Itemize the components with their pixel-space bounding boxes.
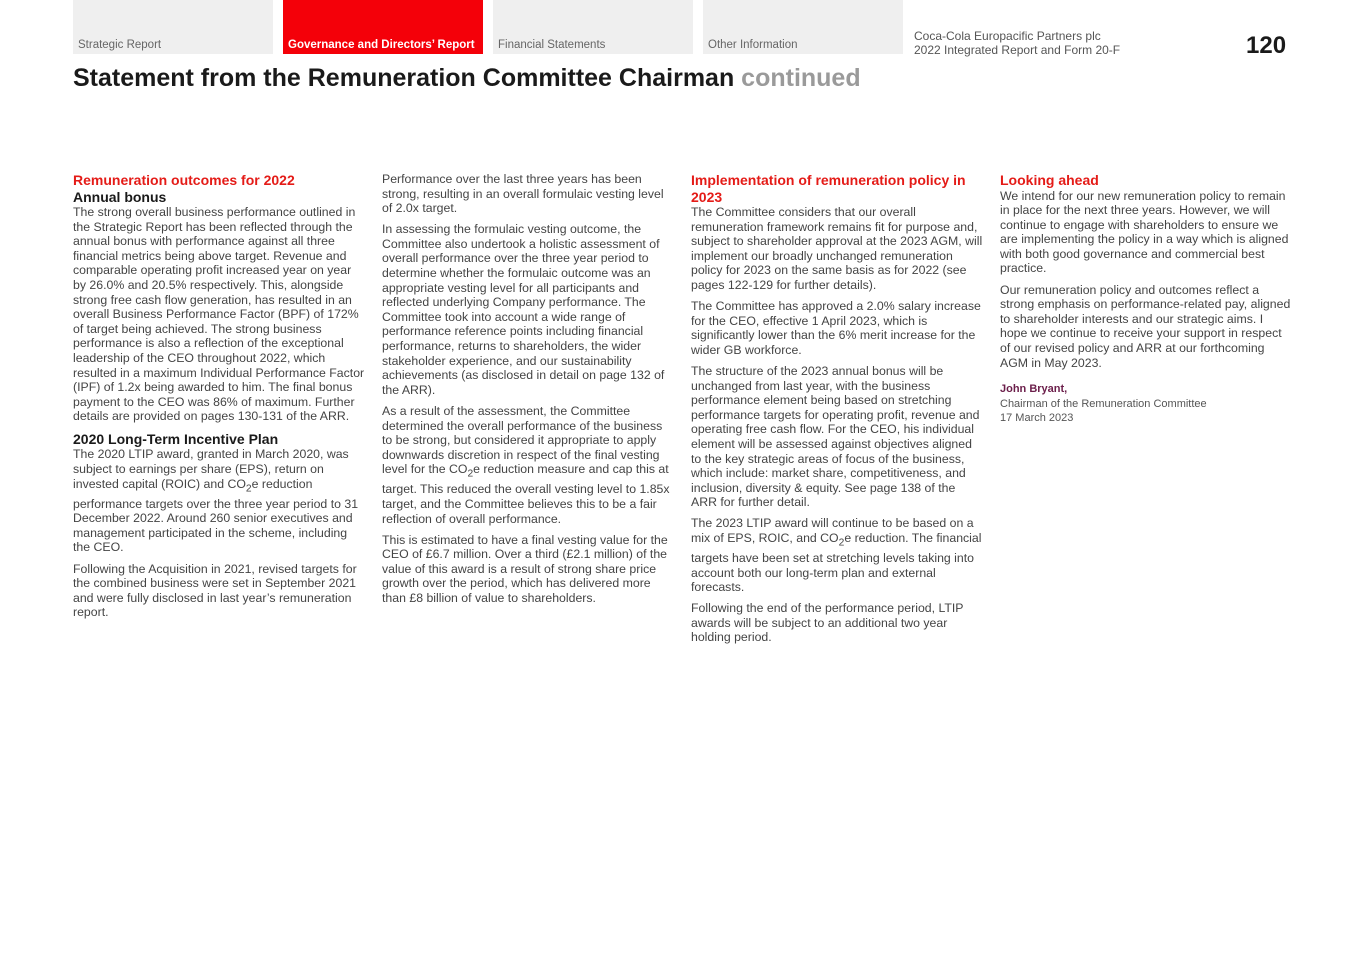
signature-name: John Bryant,: [1000, 383, 1068, 396]
tab-label: Strategic Report: [78, 39, 162, 51]
report-info: [914, 29, 1120, 57]
paragraph: The structure of the 2023 annual bonus will be unchanged from last year, with the business performance element being based on stretching performance targets for operating profit, revenue and operating free cash flow. For the CEO, his individual element will be assessed against objectives aligned to the key strategic areas of focus of the business, which include: market share, competitiveness, and inclusion, diversity & equity. See page 138 of the ARR for further detail.: [691, 363, 980, 510]
section-heading: Remuneration outcomes for 2022: [73, 172, 295, 188]
subscript: 2: [838, 537, 845, 549]
paragraph: We intend for our new remuneration policy to remain in place for the next three years. However, we will continue to engage with shareholders to ensure we are implementing the policy in a way which is aligned with both good governance and commercial best practice.: [1000, 188, 1289, 276]
paragraph: This is estimated to have a final vesting value for the CEO of £6.7 million. Over a third (£2.1 million) of the value of this award is a result of strong share price growth over the period, which has delivered more than £8 billion of value to shareholders.: [382, 532, 668, 605]
column-remuneration-outcomes: [73, 172, 365, 626]
paragraph: Our remuneration policy and outcomes reflect a strong emphasis on performance-related pay, aligned to shareholder interests and our strategic aims. I hope we continue to receive your support in respect of our revised policy and ARR at our forthcoming AGM in May 2023.: [1000, 282, 1291, 370]
text-run: The 2020 LTIP award, granted in March 2020, was subject to earnings per share (EPS), return on invested capital (ROIC) and CO: [73, 447, 349, 491]
paragraph: The Committee has approved a 2.0% salary increase for the CEO, effective 1 April 2023, which is significantly lower than the 6% merit increase for the wider GB workforce.: [691, 299, 981, 357]
paragraph: Following the Acquisition in 2021, revised targets for the combined business were set in September 2021 and were fully disclosed in last year’s remuneration report.: [73, 561, 357, 620]
text-run: The 2023 LTIP award will continue to be based on a mix of EPS, ROIC, and CO: [691, 516, 974, 545]
signature-date: 17 March 2023: [1000, 411, 1074, 424]
signature-title: Chairman of the Remuneration Committee: [1000, 397, 1207, 410]
report-name: 2022 Integrated Report and Form 20-F: [914, 43, 1121, 57]
page-title: [73, 64, 861, 93]
text-run: As a result of the assessment, the Committee determined the overall performance of the business to be strong, but considered it appropriate to apply downwards discretion in respect of the final vesting level for the CO: [382, 403, 663, 477]
tab-financial-statements[interactable]: [493, 0, 693, 54]
column-looking-ahead: [1000, 172, 1292, 425]
subsection-heading: Annual bonus: [73, 188, 167, 205]
paragraph: In assessing the formulaic vesting outcome, the Committee also undertook a holistic assessment of overall performance over the three year period to determine whether the formulaic outcome was an appropriate vesting level for all participants and reflected underlying Company performance. The Committee took into account a wide range of performance reference points including financial performance, returns to shareholders, the wider stakeholder experience, and our sustainability achievements (as disclosed in detail on page 132 of the ARR).: [382, 222, 665, 397]
tab-other-information[interactable]: [703, 0, 903, 54]
subsection-heading: 2020 Long-Term Incentive Plan: [73, 430, 279, 447]
page-title-suffix: continued: [741, 64, 861, 92]
company-name: Coca-Cola Europacific Partners plc: [914, 29, 1101, 43]
page-number: 120: [1246, 32, 1287, 59]
tab-strategic-report[interactable]: [73, 0, 273, 54]
subscript: 2: [467, 468, 474, 480]
section-heading: Implementation of remuneration policy in 2023: [691, 172, 966, 205]
text-run: e reduction. The financial targets have been set at stretching levels taking into account both our long-term plan and external forecasts.: [691, 530, 982, 595]
text-run: e reduction performance targets over the three year period to 31 December 2022. Around 260 senior executives and management participated in the scheme, including the CEO.: [73, 476, 359, 555]
paragraph: The strong overall business performance outlined in the Strategic Report has been reflected through the annual bonus with performance against all three financial metrics being above target. Revenue and comparable operating profit increased year on year by 26.0% and 20.5% respectively. This, alongside strong free cash flow generation, has resulted in an overall Business Performance Factor (BPF) of 172% of target being achieved. The strong business performance is also a reflection of the exceptional leadership of the CEO throughout 2022, which resulted in a maximum Individual Performance Factor (IPF) of 1.2x being awarded to him. The final bonus payment to the CEO was 86% of maximum. Further details are provided on pages 130-131 of the ARR.: [73, 205, 365, 424]
paragraph: [73, 447, 365, 555]
paragraph: Following the end of the performance period, LTIP awards will be subject to an additional two year holding period.: [691, 601, 964, 645]
column-implementation-2023: [691, 172, 983, 652]
section-heading: Looking ahead: [1000, 172, 1099, 188]
tab-label: Financial Statements: [498, 39, 606, 51]
paragraph: [691, 516, 983, 594]
tab-label: Governance and Directors’ Report: [288, 39, 475, 51]
paragraph: The Committee considers that our overall remuneration framework remains fit for purpose and, subject to shareholder approval at the 2023 AGM, will implement our broadly unchanged remuneration policy for 2023 on the same basis as for 2022 (see pages 122-129 for further details).: [691, 205, 983, 292]
text-run: e reduction measure and cap this at target. This reduced the overall vesting level to 1.85x target, and the Committee believes this to be a fair reflection of overall performance.: [382, 462, 670, 526]
paragraph: [382, 404, 674, 526]
subscript: 2: [245, 483, 252, 495]
tab-governance-and-directors-report[interactable]: [283, 0, 483, 54]
paragraph: Performance over the last three years has been strong, resulting in an overall formulaic vesting level of 2.0x target.: [382, 172, 664, 216]
section-nav: [73, 0, 913, 54]
column-ltip-assessment: [382, 172, 674, 612]
page-title-text: Statement from the Remuneration Committee Chairman: [73, 64, 735, 92]
tab-label: Other Information: [708, 39, 798, 51]
